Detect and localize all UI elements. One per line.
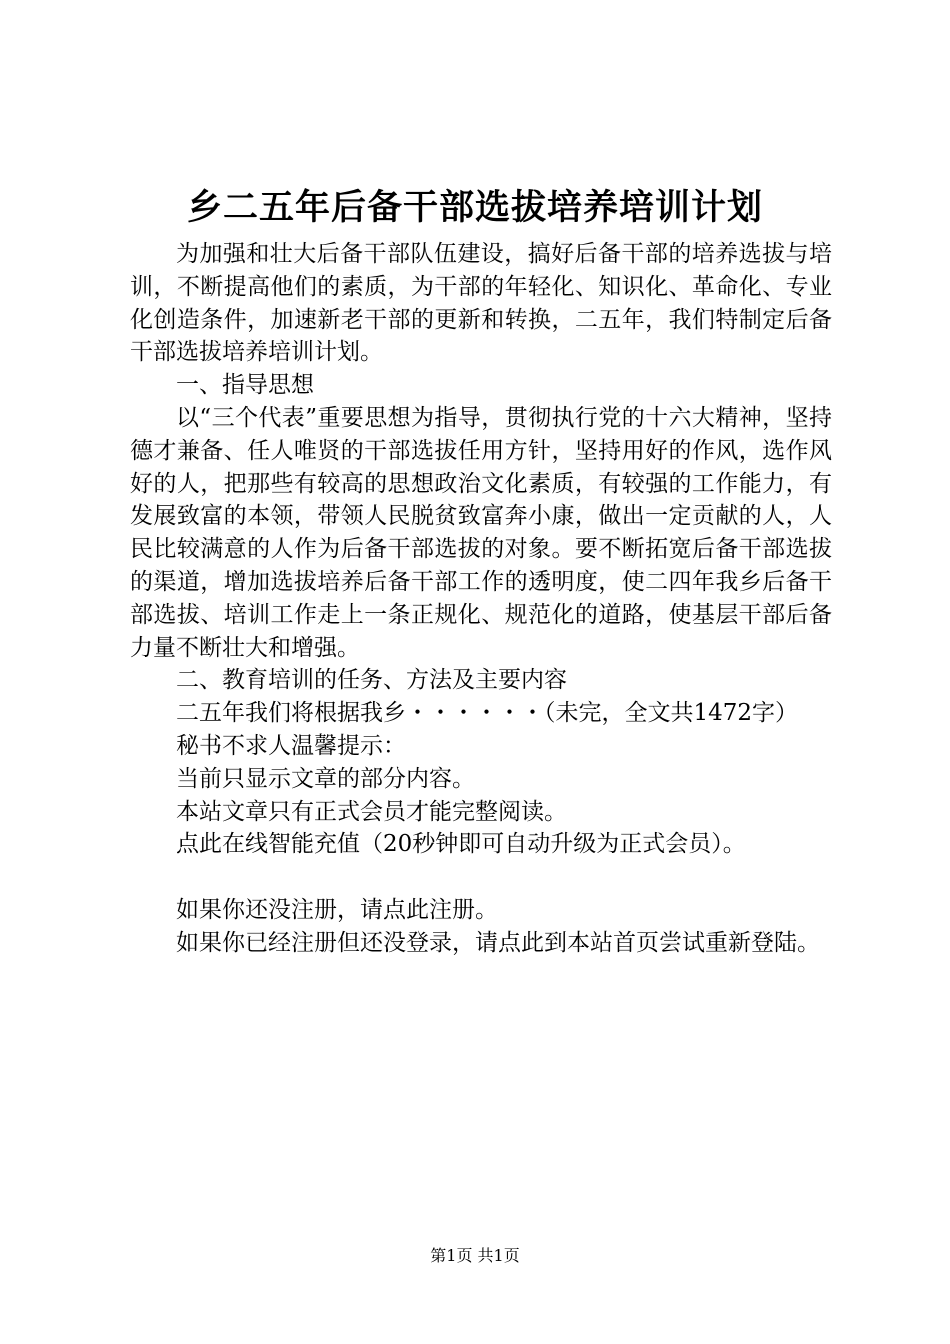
page-number-footer: 第1页 共1页 xyxy=(430,1246,520,1265)
document-body xyxy=(130,238,832,960)
recharge-link[interactable]: 点此在线智能充值（20秒钟即可自动升级为正式会员）。 xyxy=(176,831,746,858)
notice-partial-content: 当前只显示文章的部分内容。 xyxy=(176,765,475,792)
register-link[interactable]: 如果你还没注册，请点此注册。 xyxy=(176,896,498,923)
guiding-thought-paragraph: 以“三个代表”重要思想为指导，贯彻执行党的十六大精神，坚持德才兼备、任人唯贤的干部选拔任用方针，坚持用好的作风，选作风好的人，把那些有较高的思想政治文化素质，有较强的工作能力，有发展致富的本领，带领人民脱贫致富奔小康，做出一定贡献的人，人民比较满意的人作为后备干部选拔的对象。要不断拓宽后备干部选拔的渠道，增加选拔培养后备干部工作的透明度，使二四年我乡后备干部选拔、培训工作走上一条正规化、规范化的道路，使基层干部后备力量不断壮大和增强。 xyxy=(130,404,832,661)
intro-paragraph: 为加强和壮大后备干部队伍建设，搞好后备干部的培养选拔与培训，不断提高他们的素质，为干部的年轻化、知识化、革命化、专业化创造条件，加速新老干部的更新和转换，二五年，我们特制定后备干部选拔培养培训计划。 xyxy=(130,241,832,366)
section-heading-guiding-thought: 一、指导思想 xyxy=(176,372,314,399)
section-heading-training-tasks: 二、教育培训的任务、方法及主要内容 xyxy=(176,667,567,694)
notice-title: 秘书不求人温馨提示： xyxy=(176,732,406,759)
login-link[interactable]: 如果你已经注册但还没登录，请点此到本站首页尝试重新登陆。 xyxy=(176,929,820,956)
notice-members-only: 本站文章只有正式会员才能完整阅读。 xyxy=(176,798,567,825)
document-title: 乡二五年后备干部选拔培养培训计划 xyxy=(186,187,763,228)
truncated-paragraph: 二五年我们将根据我乡・・・・・・（未完，全文共1472字） xyxy=(176,700,799,727)
blank-line xyxy=(130,861,832,894)
